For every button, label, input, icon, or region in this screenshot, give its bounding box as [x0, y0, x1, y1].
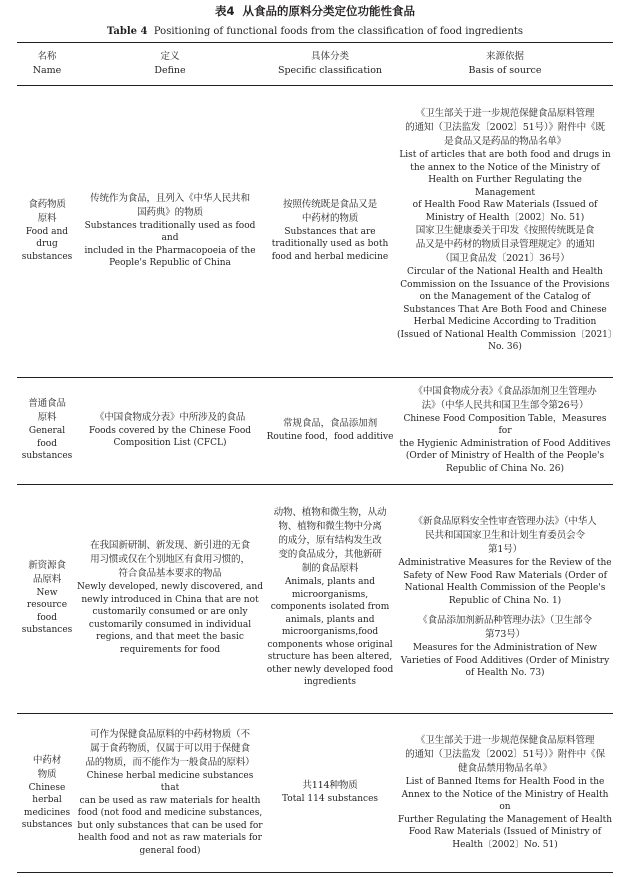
header-class-en: Specific classification	[277, 65, 383, 76]
row-1-class-line: 中药材的物质	[301, 212, 359, 224]
row-2-define-line: 《中国食物成分表》中所涉及的食品	[94, 411, 246, 423]
row-3-basis-line: Administrative Measures for the Review of the	[398, 558, 612, 569]
row-4-define-line: general food)	[139, 845, 201, 856]
row-2-define-line: Composition List (CFCL)	[113, 438, 227, 448]
row-3-define-line: 符合食品基本要求的物品	[118, 568, 222, 579]
row-1-basis-line: 《卫生部关于进一步规范保健食品原料管理	[415, 108, 595, 120]
row-3-basis-line: of Health No. 73)	[465, 668, 545, 679]
row-2-basis-line: Chinese Food Composition Table，Measures for	[403, 413, 607, 437]
row-4-name-line: Chinese	[28, 782, 66, 793]
row-2-basis	[397, 378, 613, 482]
row-4-basis-line: Annex to the Notice of the Ministry of Health on	[401, 789, 609, 812]
table-title-en: Positioning of functional foods from the classification of food ingredients	[153, 26, 524, 37]
table-caption-en	[0, 25, 630, 38]
row-3-class-line: components isolated from	[270, 602, 390, 613]
row-2-name-line: substances	[21, 451, 73, 462]
row-3-define-line: 用习惯或仅在个别地区有食用习惯的，	[90, 554, 250, 565]
row-3-name-line: 品原料	[32, 573, 62, 585]
row-3-class-line: components whose original	[267, 639, 393, 650]
header-class-zh: 具体分类	[310, 51, 349, 62]
row-2-basis-line: Republic of China No. 26)	[445, 463, 565, 474]
row-3-basis-line: 《新食品原料安全性审查管理办法》（中华人	[413, 516, 597, 528]
row-3-define-line: regions, and that meet the basic	[96, 632, 244, 642]
row-4-basis-line: List of Banned Items for Health Food in the	[405, 777, 605, 787]
header-basis-en: Basis of source	[468, 65, 542, 76]
row-3-class-line: 物、植物和微生物中分离	[278, 521, 382, 533]
row-4-name-line: herbal	[32, 795, 62, 805]
row-1-name-line: drug	[36, 239, 58, 250]
row-4-basis	[397, 714, 613, 871]
row-3-basis-line: 第1号）	[487, 544, 523, 556]
row-3-basis-line: Republic of China No. 1)	[448, 595, 562, 606]
header-basis-zh: 来源依据	[485, 51, 524, 62]
row-3-class-line: animals, plants and	[285, 614, 375, 625]
row-3-class-line: ingredients	[303, 677, 357, 688]
row-1-basis-line: on the Management of the Catalog of	[419, 292, 591, 303]
row-1-basis-line: Commission on the Issuance of the Provisions	[400, 279, 610, 290]
row-2-define-line: Foods covered by the Chinese Food	[88, 425, 252, 436]
row-1-define-line: 传统作为食品，且列入《中华人民共和	[90, 192, 250, 204]
row-1-define-line: 国药典》的物质	[137, 206, 203, 218]
row-3-define	[77, 485, 263, 710]
row-1-basis-line: （国卫食品发〔2021〕36号）	[440, 253, 570, 265]
row-4-class-line: 共114种物质	[302, 780, 358, 792]
row-1-name-line: substances	[21, 251, 73, 262]
row-3-name-line: food	[37, 612, 57, 623]
row-2-name-line: food	[37, 438, 57, 449]
row-1-basis-line: of Health Food Raw Materials (Issued of	[412, 200, 598, 211]
row-3-basis-line: Varieties of Food Additives (Order of Ministry	[400, 655, 610, 666]
row-1-basis-line: (Issued of National Health Commission〔2021〕	[397, 329, 617, 340]
row-3-class-line: other newly developed food	[266, 664, 394, 675]
row-1-class-line: Substances that are	[284, 226, 376, 237]
row-2-basis-line: the Hygienic Administration of Food Additives	[399, 438, 611, 449]
row-1-define-line: included in the Pharmacopoeia of the	[84, 245, 256, 256]
row-3-name	[17, 485, 77, 710]
row-1-basis-line: 国家卫生健康委关于印发《按照传统既是食	[415, 225, 595, 237]
row-3-class-line: microorganisms,	[291, 589, 369, 600]
row-1-basis-line: List of articles that are both food and drugs in	[399, 150, 611, 161]
row-2-basis-line: 《中国食物成分表》《食品添加剂卫生管理办	[413, 385, 597, 397]
header-define-en: Define	[154, 65, 186, 76]
header-basis	[397, 44, 613, 84]
row-1-basis-line: Substances That Are Both Food and Chinese	[403, 304, 607, 315]
row-1-basis-line: 的通知（卫法监发〔2002〕51号）》附件中《既	[405, 122, 605, 134]
row-3-define-line: newly introduced in China that are not	[81, 594, 259, 605]
row-4-define	[77, 714, 263, 871]
row-4-define-line: 属于食药物质，仅属于可以用于保健食	[90, 742, 250, 754]
row-4-name-line: 中药材	[32, 754, 62, 766]
row-1-define-line: People's Republic of China	[109, 258, 231, 268]
row-3-basis	[397, 485, 613, 710]
row-1-name	[17, 86, 77, 375]
row-2-classification	[263, 378, 397, 482]
row-4-basis-line: 《卫生部关于进一步规范保健食品原料管理	[415, 735, 595, 746]
row-4-define-line: 可作为保健食品原料的中药材物质（不	[90, 728, 250, 740]
row-2-name-line: 普通食品	[28, 398, 66, 410]
row-3-class-line: structure has been altered,	[267, 652, 393, 663]
row-4-classification	[263, 714, 397, 871]
row-2-name-line: 原料	[37, 412, 57, 424]
row-3-define-line: customarily consumed or are only	[92, 607, 248, 617]
row-4-basis-line: Health〔2002〕No. 51)	[452, 839, 558, 850]
row-1-basis-line: 品又是中药材的物质目录管理规定》的通知	[415, 239, 595, 251]
row-1-basis	[397, 86, 617, 375]
row-3-class-line: 动物、植物和微生物，从动	[273, 507, 387, 519]
row-4-basis-line: 的通知（卫法监发〔2002〕51号）》附件中《保	[405, 749, 605, 760]
row-4-basis-line: Food Raw Materials (Issued of Ministry of	[408, 827, 602, 837]
row-2-name	[17, 378, 77, 482]
row-3-name-line: 新资源食	[28, 559, 66, 571]
row-1-class-line: food and herbal medicine	[271, 251, 389, 262]
row-1-basis-line: No. 36)	[488, 342, 522, 353]
row-4-define-line: Chinese herbal medicine substances that	[86, 770, 254, 794]
row-3-basis-line: Safety of New Food Raw Materials (Order of	[403, 570, 607, 581]
row-3-basis-line: 第73号）	[485, 629, 525, 641]
header-define	[77, 44, 263, 84]
row-3-name-line: resource	[26, 600, 68, 610]
row-1-name-line: Food and	[25, 226, 69, 237]
row-4-define-line: but only substances that can be used for	[77, 820, 263, 831]
header-classification	[263, 44, 397, 84]
row-2-name-line: General	[28, 426, 66, 437]
row-1-define	[77, 86, 263, 375]
row-3-basis-line: National Health Commission of the People's	[404, 583, 606, 594]
row-4-define-line: food (not food and medicine substances,	[77, 808, 263, 819]
row-4-basis-line: Further Regulating the Management of Health	[397, 814, 613, 825]
row-3-classification	[263, 485, 397, 710]
row-1-name-line: 原料	[37, 212, 57, 224]
row-1-basis-line: the annex to the Notice of the Ministry of	[410, 162, 600, 173]
row-1-classification	[263, 86, 397, 375]
row-3-name-line: substances	[21, 625, 73, 635]
row-1-name-line: 食药物质	[28, 198, 66, 210]
row-4-basis-line: 健食品禁用物品名单》	[458, 763, 552, 774]
row-1-basis-line: Health on Further Regulating the Management	[428, 175, 582, 198]
header-name-en: Name	[32, 65, 62, 76]
row-2-basis-line: (Order of Ministry of Health of the People's	[405, 451, 605, 462]
row-1-basis-line: Ministry of Health〔2002〕No. 51)	[425, 212, 585, 223]
row-3-class-line: microorganisms,food	[281, 627, 379, 638]
table-bottom-rule	[17, 872, 613, 873]
row-3-define-line: Newly developed, newly discovered, and	[77, 582, 263, 592]
table-label-en: Table 4	[106, 26, 148, 37]
row-1-basis-line: 是食品又是药品的物品名单》	[443, 136, 567, 148]
row-4-class-line: Total 114 substances	[281, 794, 379, 805]
row-3-define-line: 在我国新研制、新发现、新引进的无食	[90, 540, 250, 551]
table-caption-zh	[0, 4, 630, 19]
row-4-name-line: 物质	[37, 768, 57, 780]
row-1-define-line: Substances traditionally used as food and	[84, 220, 256, 243]
row-3-basis-line: Measures for the Administration of New	[412, 643, 598, 654]
row-4-name	[17, 714, 77, 871]
row-3-basis-line: 民共和国国家卫生和计划生育委员会令	[425, 530, 585, 542]
table-label-zh: 表4	[214, 4, 235, 18]
row-3-class-line: Animals, plants and	[284, 577, 376, 588]
row-3-class-line: 变的食品成分，其他新研	[278, 549, 382, 561]
header-name	[17, 44, 77, 84]
row-4-define-line: 品的物质，而不能作为一般食品的原料）	[85, 756, 255, 768]
header-name-zh: 名称	[37, 51, 57, 62]
row-3-name-line: New	[36, 587, 58, 598]
table-title-zh: 从食品的原料分类定位功能性食品	[242, 4, 416, 18]
row-3-class-line: 的成分，原有结构发生改	[278, 535, 382, 547]
row-2-define	[77, 378, 263, 482]
row-1-class-line: 按照传统既是食品又是	[283, 198, 377, 210]
row-1-basis-line: Herbal Medicine According to Tradition	[413, 317, 597, 328]
header-define-zh: 定义	[160, 51, 180, 62]
row-3-basis-line: 《食品添加剂新品种管理办法》（卫生部令	[418, 615, 592, 627]
row-4-define-line: health food and not as raw materials for	[78, 833, 262, 844]
row-3-class-line: 制的食品原料	[301, 563, 359, 575]
row-2-class-line: 常规食品，食品添加剂	[283, 417, 377, 429]
row-3-define-line: customarily consumed in individual	[88, 619, 252, 630]
row-4-name-line: substances	[21, 820, 73, 830]
row-4-name-line: medicines	[23, 807, 71, 818]
row-1-basis-line: Circular of the National Health and Health	[407, 267, 603, 278]
row-4-define-line: can be used as raw materials for health	[79, 795, 261, 806]
row-2-basis-line: 法》（中华人民共和国卫生部令第26号）	[421, 399, 589, 411]
row-3-define-line: requirements for food	[119, 644, 221, 655]
row-2-class-line: Routine food，food additive	[266, 431, 394, 442]
row-1-class-line: traditionally used as both	[271, 239, 389, 250]
